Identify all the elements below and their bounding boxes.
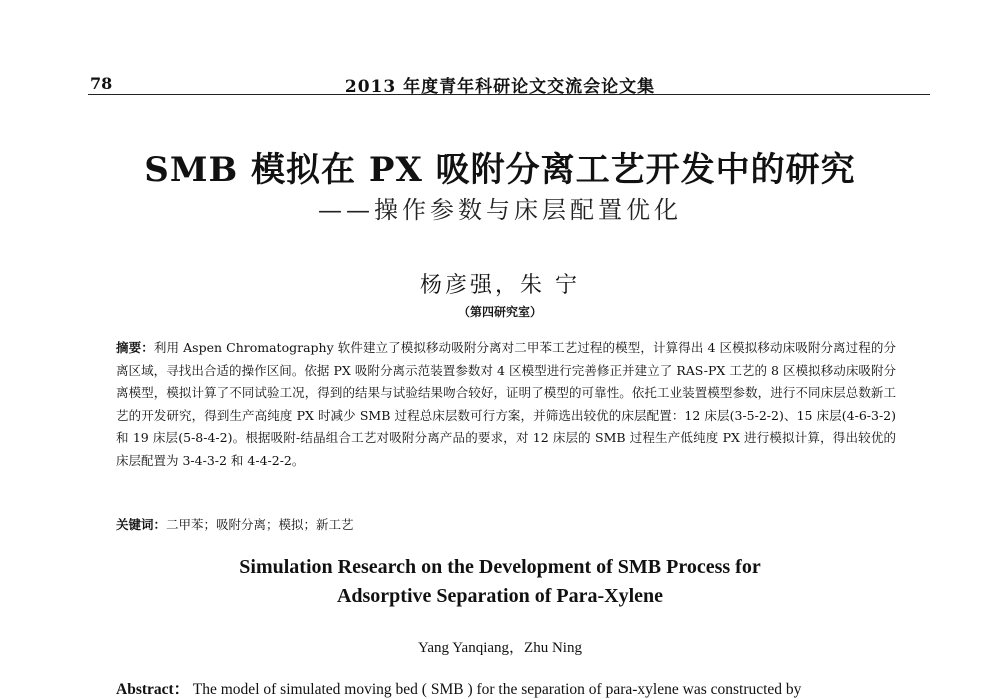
paper-subtitle: ——操作参数与床层配置优化 xyxy=(318,196,682,224)
abstract-en-label: Abstract： xyxy=(116,681,190,698)
running-header: 2013 年度青年科研论文交流会论文集 xyxy=(344,77,656,97)
english-authors: Yang Yanqiang，Zhu Ning xyxy=(418,640,582,656)
affiliation: （第四研究室） xyxy=(457,305,542,319)
english-title-line-2: Adsorptive Separation of Para-Xylene xyxy=(336,585,664,607)
keywords-cn xyxy=(116,515,896,533)
header-rule xyxy=(88,94,930,95)
page-number: 78 xyxy=(90,74,113,93)
abstract-en xyxy=(116,677,906,699)
abstract-cn xyxy=(116,337,896,472)
authors: 杨彦强，朱 宁 xyxy=(420,273,580,298)
abstract-en-text: The model of simulated moving bed ( SMB ) for the separation of para-xylene was constructed by xyxy=(189,681,802,698)
abstract-cn-text: 利用 Aspen Chromatography 软件建立了模拟移动吸附分离对二甲苯工艺过程的模型，计算得出 4 区模拟移动床吸附分离过程的分离区域，寻找出合适的操作区间。依据 PX 吸附分离示范装置参数对 4 区模型进行完善修正并建立了 RAS-PX 工艺的 8 区模拟移动床吸附分离模型，模拟计算了不同试验工况，得到的结果与试验结果吻合较好，证明了模型的可靠性。依托工业装置模型参数，进行不同床层总数新工艺的开发研究，得到生产高纯度 PX 时减少 SMB 过程总床层数可行方案，并筛选出较优的床层配置：12 床层(3-5-2-2)、15 床层(4-6-3-2) 和 19 床层(5-8-4-2)。根据吸附-结晶组合工艺对吸附分离产品的要求，对 12 床层的 SMB 过程生产低纯度 PX 进行模拟计算，得出较优的床层配置为 3-4-3-2 和 4-4-2-2。 xyxy=(116,340,896,468)
abstract-cn-label: 摘要： xyxy=(116,340,154,355)
keywords-cn-text: 二甲苯；吸附分离；模拟；新工艺 xyxy=(166,517,354,532)
paper-title: SMB 模拟在 PX 吸附分离工艺开发中的研究 xyxy=(144,150,856,190)
english-title-line-1: Simulation Research on the Development of SMB Process for xyxy=(239,556,761,578)
keywords-cn-label: 关键词： xyxy=(116,517,167,532)
english-title xyxy=(0,553,1000,611)
